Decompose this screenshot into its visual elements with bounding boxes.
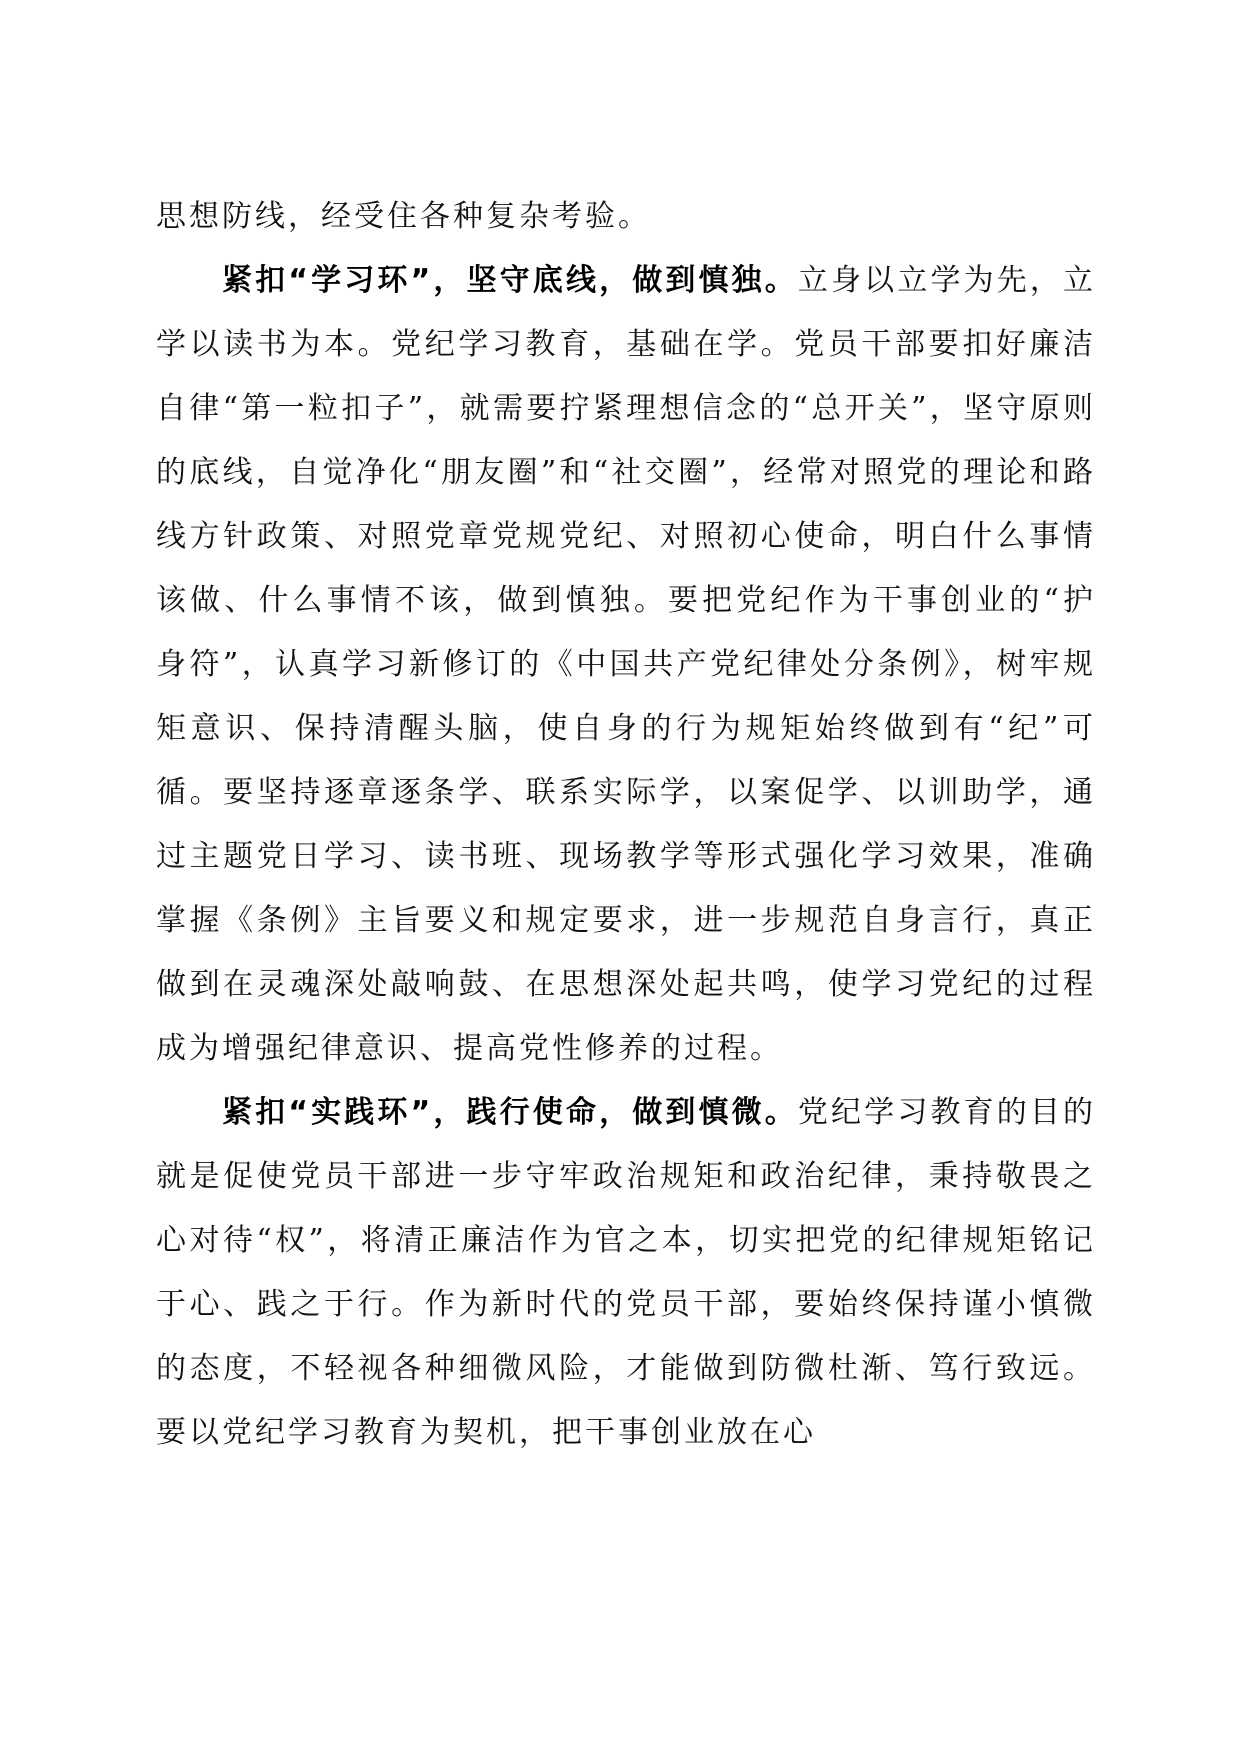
document-body (156, 185, 1096, 1465)
paragraph-body: 党纪学习教育的目的就是促使党员干部进一步守牢政治规矩和政治纪律，秉持敬畏之心对待“权”，将清正廉洁作为官之本，切实把党的纪律规矩铭记于心、践之于行。作为新时代的党员干部，要始终保持谨小慎微的态度，不轻视各种细微风险，才能做到防微杜渐、笃行致远。要以党纪学习教育为契机，把干事创业放在心 (156, 1095, 1097, 1450)
paragraph-body: 思想防线，经受住各种复杂考验。 (156, 199, 651, 234)
paragraph-practice-ring (156, 1081, 1096, 1465)
paragraph-body: 立身以立学为先，立学以读书为本。党纪学习教育，基础在学。党员干部要扣好廉洁自律“第一粒扣子”，就需要拧紧理想信念的“总开关”，坚守原则的底线，自觉净化“朋友圈”和“社交圈”，经常对照党的理论和路线方针政策、对照党章党规党纪、对照初心使命，明白什么事情该做、什么事情不该，做到慎独。要把党纪作为干事创业的“护身符”，认真学习新修订的《中国共产党纪律处分条例》，树牢规矩意识、保持清醒头脑，使自身的行为规矩始终做到有“纪”可循。要坚持逐章逐条学、联系实际学，以案促学、以训助学，通过主题党日学习、读书班、现场教学等形式强化学习效果，准确掌握《条例》主旨要义和规定要求，进一步规范自身言行，真正做到在灵魂深处敲响鼓、在思想深处起共鸣，使学习党纪的过程成为增强纪律意识、提高党性修养的过程。 (156, 263, 1097, 1066)
paragraph-continuation (156, 185, 1096, 249)
paragraph-study-ring (156, 249, 1096, 1081)
paragraph-heading: 紧扣“实践环”，践行使命，做到慎微。 (222, 1095, 798, 1130)
paragraph-heading: 紧扣“学习环”，坚守底线，做到慎独。 (222, 263, 798, 298)
